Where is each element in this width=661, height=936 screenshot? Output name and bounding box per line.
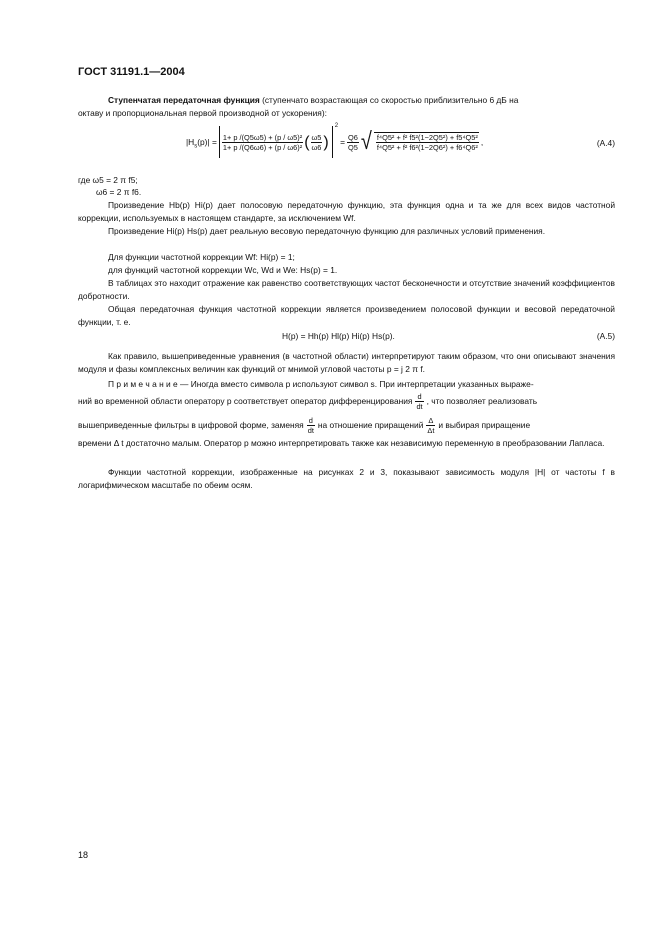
note-text-b: ний во временной области оператору p соответствует оператор дифференцирования [78,395,413,406]
note-frac-d-2: d [307,416,315,426]
eq-a4-label: (A.4) [596,138,615,148]
eq-a4-denominator: 1+ p /(Q6ω6) + (p / ω6)² [222,142,303,152]
paragraph-tables: В таблицах это находит отражение как равенство соответствующих частот бесконечности и отсутствие значений коэффициентов добротности. [78,278,615,301]
intro-text-b: октаву и пропорциональная первой производной от ускорения): [78,108,327,118]
note-text-c: вышеприведенные фильтры в цифровой форме, заменяя [78,419,304,430]
eq-a4-ratio-den: ω6 [311,142,322,152]
eq-a5-label: (A.5) [596,331,615,341]
note-line-d: времени Δ t достаточно малым. Оператор p можно интерпретировать также как независимую переменную в преобразовании Лапласа. [78,438,605,448]
intro-paragraph [78,94,615,107]
eq-a4-ratio-num: ω5 [311,132,322,142]
paragraph-bandpass: Произведение Hb(p) Hi(p) дает полосовую передаточную функцию, эта функция одна и та же для всех видов частотной коррекции, используемых в настоящем стандарте, за исключением Wf. [78,200,615,223]
eq-a4-numerator: 1+ p /(Q5ω5) + (p / ω5)² [222,132,303,142]
intro-term: Ступенчатая передаточная функция [108,95,260,105]
note-line-c [78,413,530,437]
note-text-a: — Иногда вместо символа p используют символ s. При интерпретации указанных выраже- [177,379,534,389]
document-header: ГОСТ 31191.1—2004 [78,66,185,78]
paragraph-overall: Общая передаточная функция частотной коррекции является произведением полосовой функции и весовой передаточной функции, т. е. [78,304,615,327]
where-line-2: ω6 = 2 π f6. [96,187,142,197]
eq-a4-q-den: Q5 [348,142,358,152]
sqrt-icon: √ [360,128,372,156]
paragraph-interpretation: Как правило, вышеприведенные уравнения (в частотной области) интерпретируют таким образом, что они описывают значения модуля и фазы комплексных величин как функций от мнимой угловой частоты p = j 2 π f. [78,351,615,374]
paragraph-wf: Для функции частотной коррекции Wf: Hi(p) = 1; [108,252,295,262]
intro-text-a: (ступенчато возрастающая со скоростью приблизительно 6 дБ на [259,95,519,105]
paragraph-weighting: Произведение Hi(p) Hs(p) дает реальную весовую передаточную функцию для различных условий применения. [108,226,546,236]
eq-a4-lhs-sub: s [194,143,198,150]
where-line-1: где ω5 = 2 π f5; [78,175,138,185]
paragraph-figures: Функции частотной коррекции, изображенные на рисунках 2 и 3, показывают зависимость модуля |H| от частоты f в логарифмическом масштабе по обеим осям. [78,467,615,490]
note-frac-dt-2: dt [307,425,314,435]
note-text-b2: , что позволяет реализовать [426,395,538,406]
note-frac-d: d [415,392,423,402]
eq-a4-sqrt-den: f⁴Q5² + f² f6²(1−2Q6²) + f6⁴Q6² [376,143,478,152]
eq-a4-lhs-tail: (p)| = [197,136,217,147]
note-text-c2: на отношение приращений [317,419,424,430]
note-frac-deltat: Δt [427,425,435,435]
note-line-b [78,389,537,413]
note-frac-delta: Δ [426,416,435,426]
equation-a5: H(p) = Hh(p) Hl(p) Hi(p) Hs(p). [282,331,395,341]
note-text-c3: и выбирая приращение [438,419,531,430]
page-number: 18 [78,850,89,860]
note-frac-dt: dt [416,401,423,411]
paragraph-wc-wd-we: для функций частотной коррекции Wc, Wd и We: Hs(p) = 1. [108,265,338,275]
eq-a4-q-num: Q6 [348,132,358,142]
eq-a4-sqrt-num: f⁴Q5² + f² f5²(1−2Q5²) + f5⁴Q5² [376,133,478,142]
eq-a4-lhs: |H [186,136,195,147]
equation-a4: $|H_s(p)|$ = $\frac{\text{1+ p /(Q5ω5) + (p / ω5)²}}{\text{1+ p /(Q6ω6) + (p / ω6)²}}$ ( $\frac{\omega 5}{\omega 6}$ ) 2 = $\frac{Q6}{Q5}$ √ $\frac{\text{f⁴Q5² + f² f5²(1−2Q5²) + f5⁴Q5²}}{\text{f⁴Q5² + f² f6²(1−2Q6²) + f6⁴Q6²}}$ , [186,124,483,160]
note-label: П р и м е ч а н и е [108,379,178,389]
